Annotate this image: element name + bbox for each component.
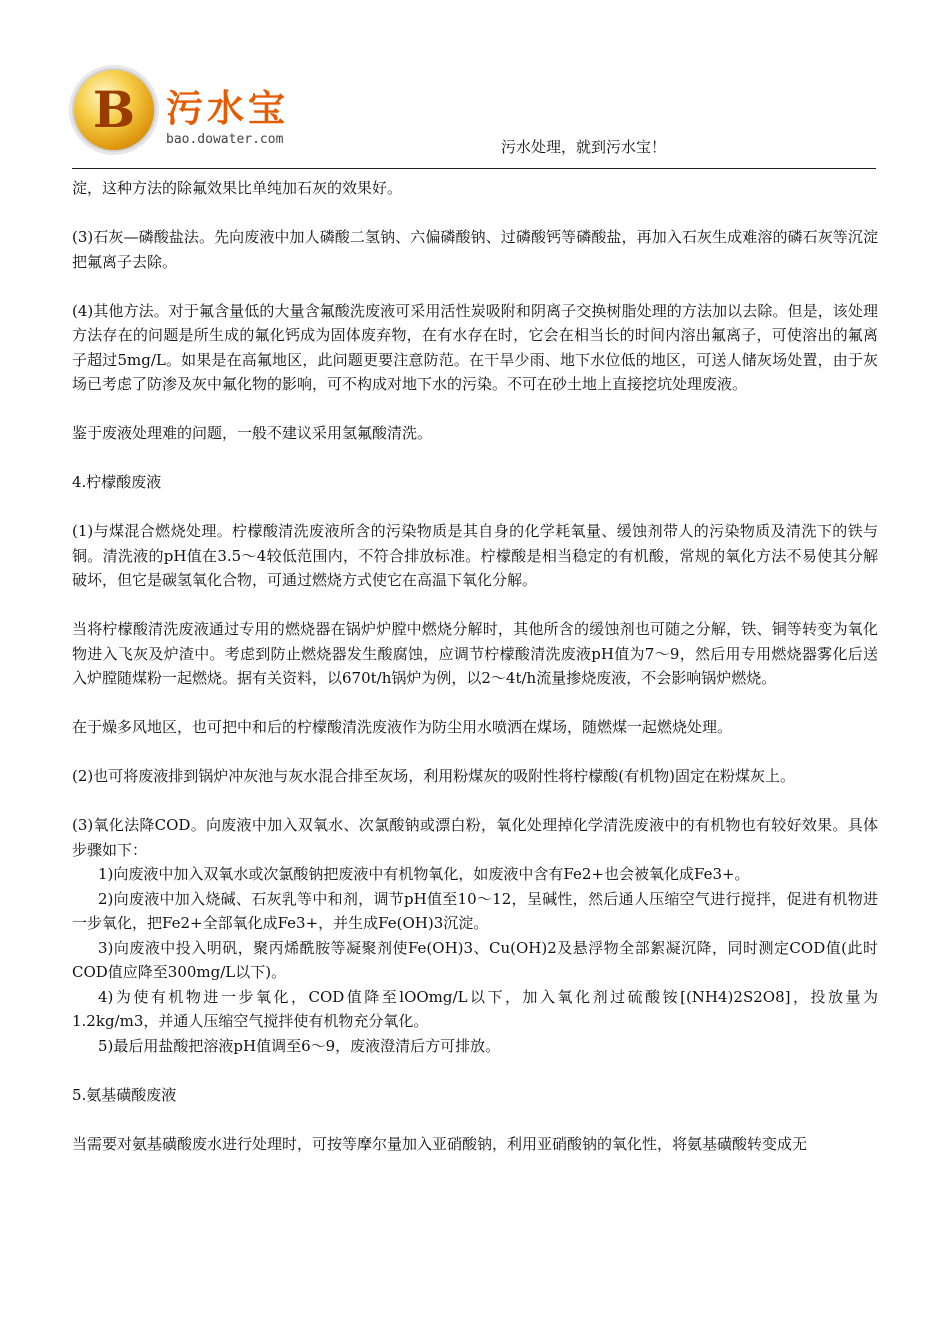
step-item: 4)为使有机物进一步氧化，COD值降至lOOmg/L以下，加入氧化剂过硫酸铵[(NH4)2S2O8]，投放量为1.2kg/m3，并通人压缩空气搅拌使有机物充分氧化。: [72, 987, 878, 1030]
paragraph: (3)石灰—磷酸盐法。先向废液中加人磷酸二氢钠、六偏磷酸钠、过磷酸钙等磷酸盐，再加入石灰生成难溶的磷石灰等沉淀把氟离子去除。: [72, 228, 878, 271]
logo-letter: B: [92, 80, 136, 139]
header-divider: [72, 168, 876, 169]
logo-coin-icon: [72, 68, 156, 152]
logo-text: 污水宝: [166, 87, 289, 130]
logo-url[interactable]: bao.dowater.com: [166, 132, 284, 147]
step-item: 5)最后用盐酸把溶液pH值调至6～9，废液澄清后方可排放。: [98, 1036, 501, 1055]
page-header: [0, 0, 950, 172]
header-slogan: 污水处理，就到污水宝！: [501, 138, 667, 156]
spacer: [72, 274, 878, 299]
spacer: [72, 397, 878, 422]
paragraph: (3)氧化法降COD。向废液中加入双氧水、次氯酸钠或漂白粉，氧化处理掉化学清洗废液中的有机物也有较好效果。具体步骤如下：: [72, 816, 878, 859]
spacer: [72, 446, 878, 471]
section-heading: 5.氨基磺酸废液: [72, 1085, 177, 1104]
spacer: [72, 740, 878, 765]
paragraph: 当将柠檬酸清洗废液通过专用的燃烧器在锅炉炉膛中燃烧分解时，其他所含的缓蚀剂也可随之分解，铁、铜等转变为氧化物进入飞灰及炉渣中。考虑到防止燃烧器发生酸腐蚀，应调节柠檬酸清洗废液pH值为7～9，然后用专用燃烧器雾化后送入炉膛随煤粉一起燃烧。据有关资料，以670t/h锅炉为例，以2～4t/h流量掺烧废液，不会影响锅炉燃烧。: [72, 620, 878, 687]
paragraph: 在于燥多风地区，也可把中和后的柠檬酸清洗废液作为防尘用水喷洒在煤场，随燃煤一起燃烧处理。: [72, 718, 733, 736]
paragraph: (4)其他方法。对于氟含量低的大量含氟酸洗废液可采用活性炭吸附和阴离子交换树脂处理的方法加以去除。但是，该处理方法存在的问题是所生成的氟化钙成为固体废弃物，在有水存在时，它会在相当长的时间内溶出氟离子，可使溶出的氟离子超过5mg/L。如果是在高氟地区，此问题更要注意防范。在干旱少雨、地下水位低的地区，可送人储灰场处置，由于灰场已考虑了防渗及灰中氟化物的影响，可不构成对地下水的污染。不可在砂土地上直接挖坑处理废液。: [72, 301, 878, 393]
step-item: 1)向废液中加入双氧水或次氯酸钠把废液中有机物氧化，如废液中含有Fe2+也会被氧化成Fe3+。: [98, 865, 750, 883]
spacer: [72, 495, 878, 520]
paragraph: 淀，这种方法的除氟效果比单纯加石灰的效果好。: [72, 179, 403, 197]
paragraph: 鉴于废液处理难的问题，一般不建议采用氢氟酸清洗。: [72, 424, 433, 442]
spacer: [72, 691, 878, 716]
spacer: [72, 1058, 878, 1083]
paragraph: (1)与煤混合燃烧处理。柠檬酸清洗废液所含的污染物质是其自身的化学耗氧量、缓蚀剂带人的污染物质及清洗下的铁与铜。清洗液的pH值在3.5～4较低范围内，不符合排放标准。柠檬酸是相当稳定的有机酸，常规的氧化方法不易使其分解破坏，但它是碳氢氧化合物，可通过燃烧方式使它在高温下氧化分解。: [72, 522, 878, 589]
paragraph: 当需要对氨基磺酸废水进行处理时，可按等摩尔量加入亚硝酸钠，利用亚硝酸钠的氧化性，将氨基磺酸转变成无: [72, 1134, 808, 1153]
spacer: [72, 789, 878, 814]
spacer: [72, 593, 878, 618]
step-item: 3)向废液中投入明矾，聚丙烯酰胺等凝聚剂使Fe(OH)3、Cu(OH)2及悬浮物全部絮凝沉降，同时测定COD值(此时COD值应降至300mg/L以下)。: [72, 938, 878, 981]
spacer: [72, 1107, 878, 1132]
section-heading: 4.柠檬酸废液: [72, 473, 162, 491]
document-body: [72, 176, 878, 1156]
spacer: [72, 201, 878, 226]
step-item: 2)向废液中加入烧碱、石灰乳等中和剂，调节pH值至10～12，呈碱性，然后通人压缩空气进行搅拌，促进有机物进一步氧化，把Fe2+全部氧化成Fe3+，并生成Fe(OH)3沉淀。: [72, 889, 878, 932]
paragraph: (2)也可将废液排到锅炉冲灰池与灰水混合排至灰场，利用粉煤灰的吸附性将柠檬酸(有机物)固定在粉煤灰上。: [72, 767, 795, 785]
